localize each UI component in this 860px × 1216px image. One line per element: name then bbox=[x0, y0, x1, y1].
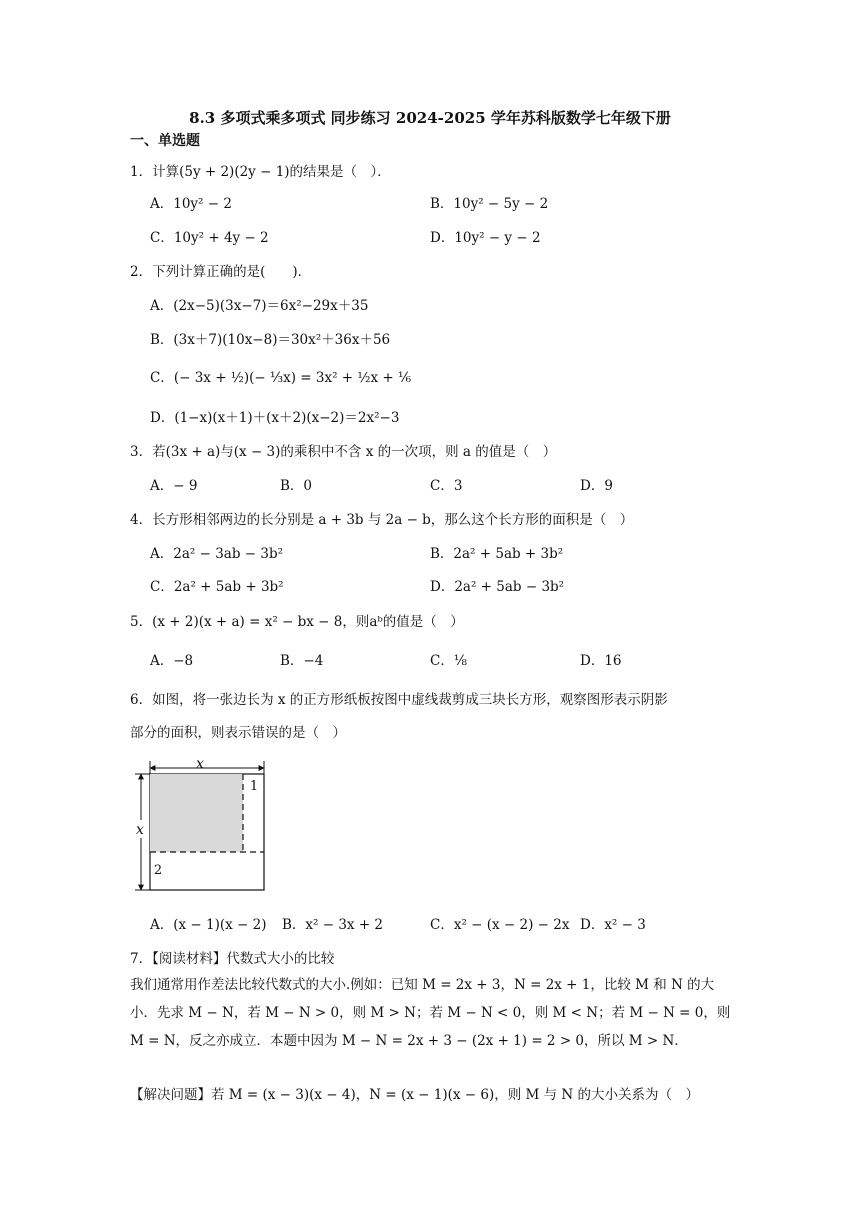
side-x-label: x bbox=[136, 822, 144, 838]
question-6-option-d: D．x² − 3 bbox=[580, 917, 646, 933]
shaded-region bbox=[150, 774, 243, 852]
question-1-stem: 1．计算(5y + 2)(2y − 1)的结果是（ ）． bbox=[130, 164, 391, 180]
question-2-stem: 2．下列计算正确的是( )． bbox=[130, 264, 312, 280]
question-3-option-d: D．9 bbox=[580, 478, 613, 494]
question-7-problem: 【解决问题】若 M = (x − 3)(x − 4)，N = (x − 1)(x − 6)，则 M 与 N 的大小关系为（ ） bbox=[130, 1087, 700, 1103]
question-3-stem: 3．若(3x + a)与(x − 3)的乘积中不含 x 的一次项，则 a 的值是（ ） bbox=[130, 444, 557, 460]
question-6-option-b: B．x² − 3x + 2 bbox=[282, 917, 384, 933]
question-1-option-a: A．10y² − 2 bbox=[150, 196, 232, 212]
question-2-option-b: B．(3x＋7)(10x−8)＝30x²＋36x＋56 bbox=[150, 332, 391, 348]
region-2-label: 2 bbox=[153, 863, 163, 878]
question-2-option-a: A．(2x−5)(3x−7)＝6x²−29x＋35 bbox=[150, 298, 369, 314]
question-3-option-b: B．0 bbox=[280, 478, 313, 494]
question-1-option-d: D．10y² − y − 2 bbox=[430, 230, 541, 246]
question-3-option-a: A．− 9 bbox=[150, 478, 198, 494]
question-1-option-b: B．10y² − 5y − 2 bbox=[430, 196, 549, 212]
question-3-option-c: C．3 bbox=[430, 478, 463, 494]
question-4-option-b: B．2a² + 5ab + 3b² bbox=[430, 546, 564, 562]
question-6-stem-line1: 6．如图，将一张边长为 x 的正方形纸板按图中虚线裁剪成三块长方形，观察图形表示阴影 bbox=[130, 692, 668, 708]
section-heading: 一、单选题 bbox=[130, 133, 200, 149]
question-6-option-c: C．x² − (x − 2) − 2x bbox=[430, 917, 570, 933]
page-title: 8.3 多项式乘多项式 同步练习 2024-2025 学年苏科版数学七年级下册 bbox=[189, 109, 671, 127]
question-4-option-c: C．2a² + 5ab + 3b² bbox=[150, 579, 284, 595]
square-diagram bbox=[128, 756, 273, 894]
question-4-option-a: A．2a² − 3ab − 3b² bbox=[150, 546, 284, 562]
question-4-stem: 4．长方形相邻两边的长分别是 a + 3b 与 2a − b，那么这个长方形的面积是（ ） bbox=[130, 512, 634, 528]
question-7-stem: 7．【阅读材料】代数式大小的比较 bbox=[130, 951, 335, 967]
square-cut-figure bbox=[128, 756, 273, 894]
question-5-option-b: B．−4 bbox=[280, 653, 324, 669]
question-2-option-d: D．(1−x)(x＋1)＋(x＋2)(x−2)＝2x²−3 bbox=[150, 410, 400, 426]
question-6-stem-line2: 部分的面积，则表示错误的是（ ） bbox=[130, 725, 346, 741]
question-5-option-d: D．16 bbox=[580, 653, 622, 669]
question-2-option-c: C．(− 3x + ½)(− ⅓x) = 3x² + ½x + ⅙ bbox=[150, 370, 412, 386]
question-1-option-c: C．10y² + 4y − 2 bbox=[150, 230, 269, 246]
region-1-label: 1 bbox=[249, 779, 259, 794]
question-5-option-c: C．⅛ bbox=[430, 653, 467, 669]
question-5-stem: 5．(x + 2)(x + a) = x² − bx − 8，则aᵇ的值是（ ） bbox=[130, 614, 464, 630]
question-4-option-d: D．2a² + 5ab − 3b² bbox=[430, 579, 565, 595]
question-7-reading-paragraph: 我们通常用作差法比较代数式的大小.例如：已知 M = 2x + 3，N = 2x + 1，比较 M 和 N 的大小．先求 M − N，若 M − N > 0，则 M > N；若 M − N < 0，则 M < N；若 M − N = 0，则 M = N，反之亦成立．本题中因为 M − N = 2x + 3 − (2x + 1) = 2 > 0，所以 M > N． bbox=[130, 977, 731, 1049]
question-5-option-a: A．−8 bbox=[150, 653, 194, 669]
top-x-label: x bbox=[196, 756, 204, 772]
question-6-option-a: A．(x − 1)(x − 2) bbox=[150, 917, 267, 933]
